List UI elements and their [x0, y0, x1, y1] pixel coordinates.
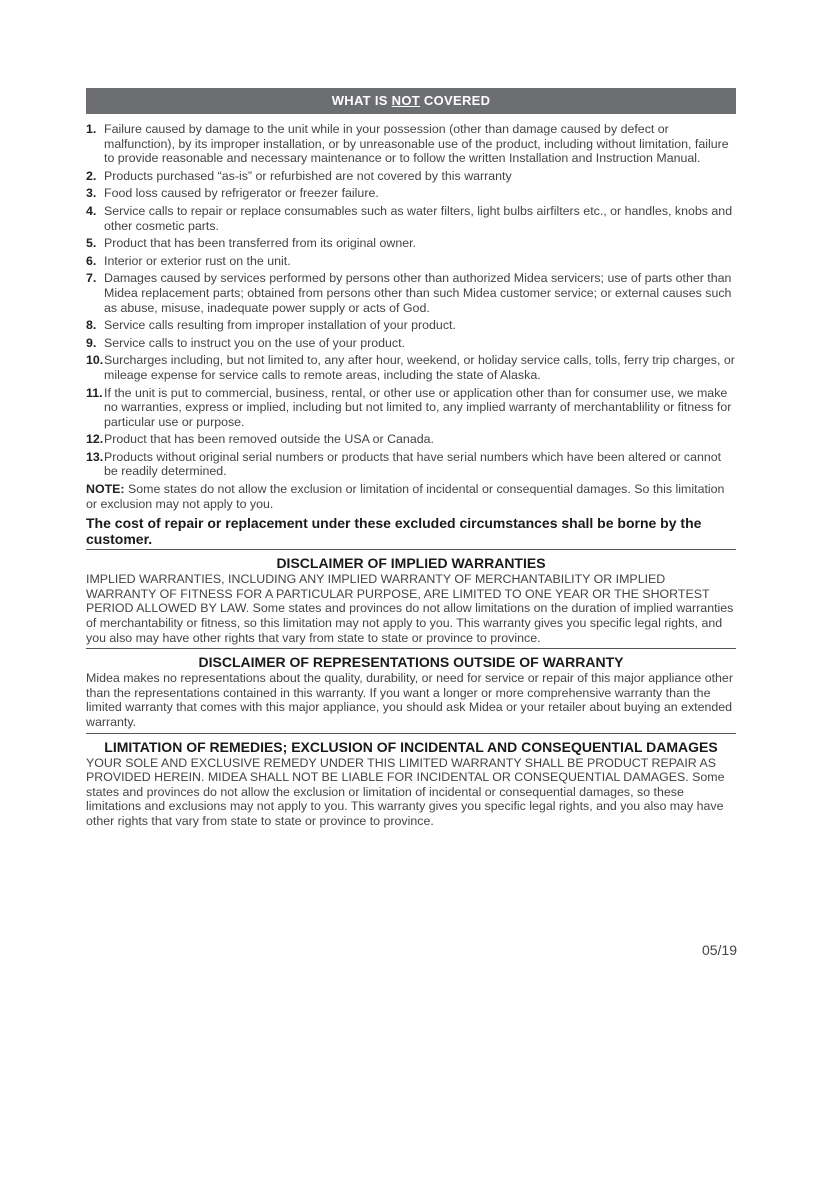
remedies-body: YOUR SOLE AND EXCLUSIVE REMEDY UNDER THIS LIMITED WARRANTY SHALL BE PRODUCT REPAIR AS PROVIDED HEREIN. MIDEA SHALL NOT BE LIABLE FOR INCIDENTAL OR CONSEQUENTIAL DAMAGES. Some states and provinces do not allow the exclusion or limitation of incidental or consequential damages, so these limitations and exclusions may not apply to you. This warranty gives you specific legal rights, and you also may have other rights that vary from state to state or province to province.: [86, 755, 725, 828]
representations-body: Midea makes no representations about the quality, durability, or need for service or repair of this major appliance other than the representations contained in this warranty. If you want a longer or more comprehensive warranty than the limited warranty that comes with this major appliance, you should ask Midea or your retailer about buying an extended warranty.: [86, 671, 736, 733]
remedies-title: LIMITATION OF REMEDIES; EXCLUSION OF INCIDENTAL AND CONSEQUENTIAL DAMAGES: [104, 738, 718, 755]
note-label: NOTE:: [86, 482, 125, 497]
document-body: [86, 88, 736, 832]
note-paragraph: [86, 482, 736, 511]
section-banner: [86, 88, 736, 114]
note-text: Some states do not allow the exclusion or limitation of incidental or consequential damages. So this limitation or exclusion may not apply to you.: [86, 482, 725, 511]
revision-date: 05/19: [701, 942, 737, 958]
list-item: 1. Failure caused by damage to the unit while in your possession (other than damage caused by defect or malfunction), by its improper installation, or by unreasonable use of the product, including without limitation, failure to provide reasonable and necessary maintenance or to follow the written Installation and Instruction Manual.: [86, 122, 729, 166]
exclusions-list: [86, 122, 736, 479]
implied-warranties-body: IMPLIED WARRANTIES, INCLUDING ANY IMPLIED WARRANTY OF MERCHANTABILITY OR IMPLIED WARRANTY OF FITNESS FOR A PARTICULAR PURPOSE, ARE LIMITED TO ONE YEAR OR THE SHORTEST PERIOD ALLOWED BY LAW. Some states and provinces do not allow limitations on the duration of implied warranties of merchantability or fitness, so this limitation may not apply to you. This warranty gives you specific legal rights, and you also may have other rights that vary from state to state or province to province.: [86, 572, 736, 649]
list-item: 11. If the unit is put to commercial, business, rental, or other use or application other than for consumer use, we make no warranties, express or implied, including but not limited to, any implied warranty of merchantablility or fitness for particular use or purpose.: [86, 385, 732, 429]
implied-warranties-title: DISCLAIMER OF IMPLIED WARRANTIES: [276, 555, 546, 572]
list-item: 7. Damages caused by services performed by persons other than authorized Midea servicers; use of parts other than Midea replacement parts; obtained from persons other than such Midea customer service; or external causes such as abuse, misuse, inadequate power supply or acts of God.: [86, 271, 732, 315]
list-item: 13. Products without original serial numbers or products that have serial numbers which have been altered or cannot be readily determined.: [86, 449, 722, 479]
list-item: 4. Service calls to repair or replace consumables such as water filters, light bulbs airfilters etc., or handles, knobs and other cosmetic parts.: [86, 203, 733, 233]
list-item: 12. Product that has been removed outside the USA or Canada.: [86, 432, 434, 447]
banner-emphasis: NOT: [391, 93, 420, 108]
banner-prefix: WHAT IS: [331, 93, 392, 108]
list-item: 9. Service calls to instruct you on the use of your product.: [86, 335, 405, 350]
list-item: 5. Product that has been transferred from its original owner.: [86, 236, 416, 251]
list-item: 3. Food loss caused by refrigerator or freezer failure.: [86, 186, 379, 201]
cost-statement: The cost of repair or replacement under these excluded circumstances shall be borne by the customer.: [86, 515, 736, 550]
list-item: 8. Service calls resulting from improper installation of your product.: [86, 318, 456, 333]
list-item: 6. Interior or exterior rust on the unit.: [86, 253, 291, 268]
list-item: 10. Surcharges including, but not limited to, any after hour, weekend, or holiday service calls, tolls, ferry trip charges, or mileage expense for service calls to remote areas, including the state of Alaska.: [86, 353, 735, 382]
list-item: 2. Products purchased “as-is” or refurbished are not covered by this warranty: [86, 168, 512, 183]
representations-title: DISCLAIMER OF REPRESENTATIONS OUTSIDE OF WARRANTY: [198, 654, 624, 671]
banner-suffix: COVERED: [419, 93, 491, 108]
